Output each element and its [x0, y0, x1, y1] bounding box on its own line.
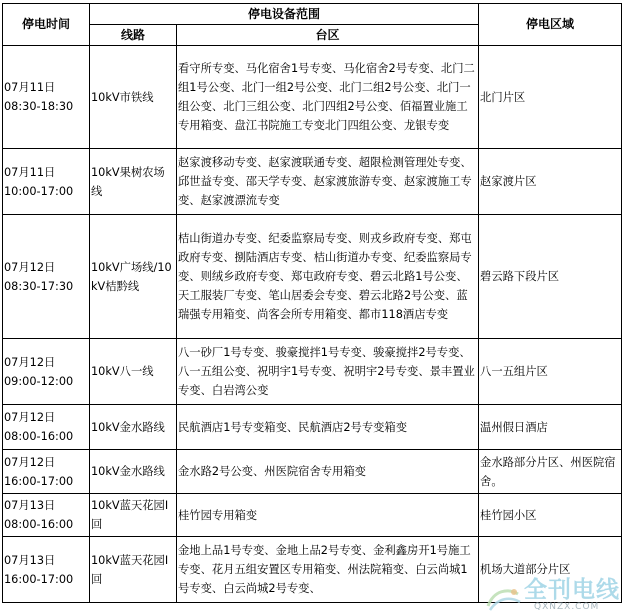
- row-area: 八一五组片区: [479, 339, 622, 405]
- row-date: 07月12日: [4, 260, 56, 274]
- row-date: 07月13日: [4, 553, 56, 567]
- row-line: 10kV金水路线: [90, 450, 177, 494]
- row-stations: 看守所专变、马化宿舍1号专变、马化宿舍2号专变、北门二组1号公变、北门一组2号公变、北门二组2号公变、北门一组公变、北门三组公变、北门四组2号公变、佰福置业施工专用箱变、盘江书院施工专变北门四组公变、龙银专变: [177, 46, 479, 149]
- row-date: 07月11日: [4, 81, 56, 94]
- table-row: [3, 149, 622, 215]
- row-time-range: 16:00-17:00: [4, 474, 74, 488]
- outage-schedule-table: [2, 3, 622, 603]
- header-equipment-scope: 停电设备范围: [90, 4, 479, 25]
- watermark-url: QXNZX.COM: [534, 602, 600, 612]
- row-line: 10kV蓝天花园I回: [90, 537, 177, 603]
- table-row: [3, 450, 622, 494]
- row-time: [3, 149, 90, 215]
- row-area: 机场大道部分片区: [479, 537, 622, 603]
- row-time-range: 08:30-18:30: [4, 100, 74, 113]
- row-line: 10kV金水路线: [90, 405, 177, 450]
- row-stations: 金地上品1号专变、金地上品2号专变、金利鑫房开1号施工专变、花月五组安置区专用箱变、州法院箱变、白云尚城1号专变、白云尚城2号专变、: [177, 537, 479, 603]
- row-date: 07月11日: [4, 165, 56, 179]
- row-time: [3, 537, 90, 603]
- header-station: 台区: [177, 25, 479, 46]
- row-date: 07月12日: [4, 355, 56, 369]
- row-time-range: 08:30-17:30: [4, 279, 74, 293]
- row-area: 北门片区: [479, 46, 622, 149]
- row-time-range: 10:00-17:00: [4, 184, 74, 198]
- row-date: 07月12日: [4, 455, 56, 469]
- row-area: 碧云路下段片区: [479, 215, 622, 339]
- row-time-range: 08:00-16:00: [4, 430, 74, 443]
- row-area: 温州假日酒店: [479, 405, 622, 450]
- table-row: [3, 494, 622, 537]
- row-line: 10kV八一线: [90, 339, 177, 405]
- row-stations: 桔山街道办专变、纪委监察局专变、则戎乡政府专变、郑屯政府专变、捌陆酒店专变、桔山街道办专变、纪委监察局专变、则绒乡政府专变、郑屯政府专变、碧云北路1号公变、天工服装厂专变、笔山居委会专变、碧云北路2号公变、蓝瑞强专用箱变、尚客会所专用箱变、都市118酒店专变: [177, 215, 479, 339]
- row-area: 赵家渡片区: [479, 149, 622, 215]
- header-line: 线路: [90, 25, 177, 46]
- row-time: [3, 494, 90, 537]
- row-time: [3, 215, 90, 339]
- row-date: 07月12日: [4, 411, 56, 424]
- row-time: [3, 339, 90, 405]
- header-outage-time: 停电时间: [3, 4, 90, 46]
- table-row: [3, 339, 622, 405]
- table-row: [3, 215, 622, 339]
- row-date: 07月13日: [4, 499, 56, 512]
- row-time: [3, 405, 90, 450]
- row-stations: 桂竹园专用箱变: [177, 494, 479, 537]
- row-area: 金水路部分片区、州医院宿舍。: [479, 450, 622, 494]
- row-stations: 八一砂厂1号专变、骏豪搅拌1号专变、骏豪搅拌2号专变、八一五组公变、祝明宇1号专变、祝明宇2号专变、景丰置业专变、白岩湾公变: [177, 339, 479, 405]
- row-stations: 金水路2号公变、州医院宿舍专用箱变: [177, 450, 479, 494]
- table-row: [3, 46, 622, 149]
- table-row: [3, 405, 622, 450]
- row-line: 10kV果树农场线: [90, 149, 177, 215]
- table-row: [3, 537, 622, 603]
- row-line: 10kV市铁线: [90, 46, 177, 149]
- row-line: 10kV蓝天花园I回: [90, 494, 177, 537]
- row-time: [3, 450, 90, 494]
- row-time-range: 09:00-12:00: [4, 374, 74, 388]
- row-time-range: 08:00-16:00: [4, 518, 74, 531]
- watermark-title: 全刊电线: [524, 577, 620, 603]
- row-stations: 民航酒店1号专变箱变、民航酒店2号专变箱变: [177, 405, 479, 450]
- header-outage-area: 停电区域: [479, 4, 622, 46]
- row-time: [3, 46, 90, 149]
- row-line: 10kV广场线/10kV桔黔线: [90, 215, 177, 339]
- row-stations: 赵家渡移动专变、赵家渡联通专变、超限检测管理处专变、邱世益专变、邵天学专变、赵家渡旅游专变、赵家渡施工专变、赵家渡漂流专变: [177, 149, 479, 215]
- row-time-range: 16:00-17:00: [4, 572, 74, 586]
- row-area: 桂竹园小区: [479, 494, 622, 537]
